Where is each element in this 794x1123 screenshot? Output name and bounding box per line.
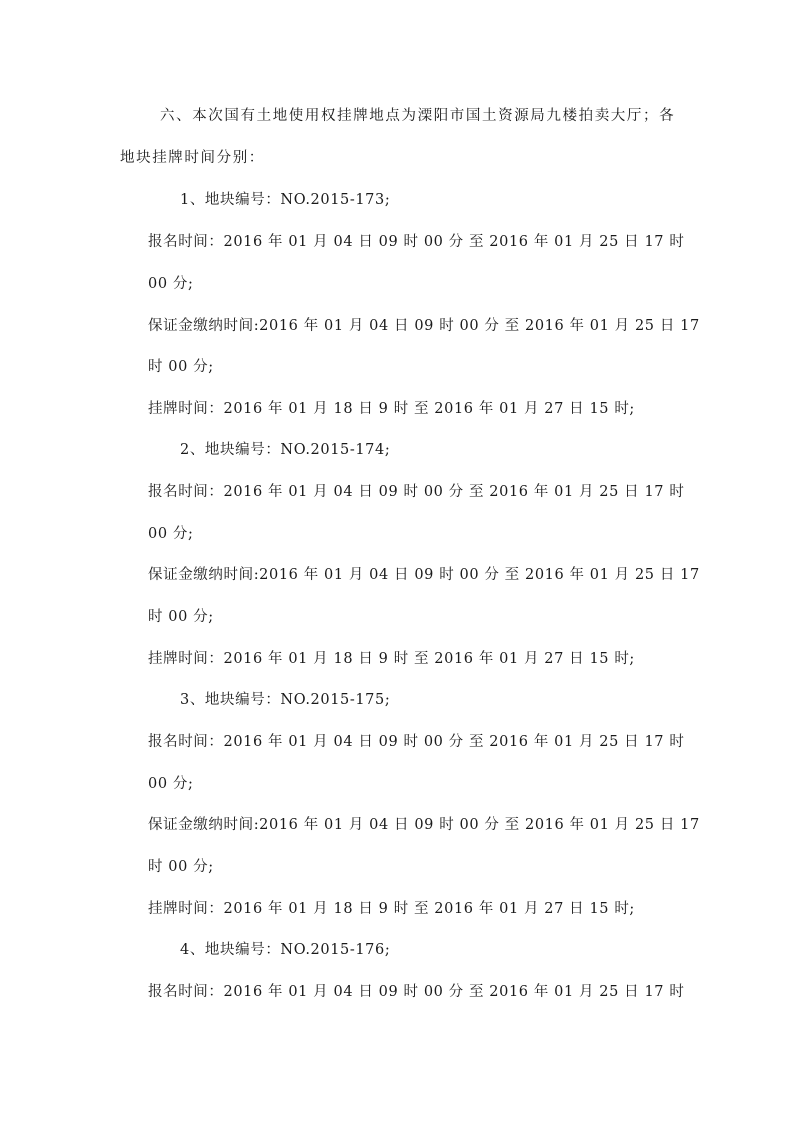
plot-4-registration-time: 报名时间：2016 年 01 月 04 日 09 时 00 分 至 2016 年 01 月 25 日 17 时 [148, 984, 685, 1000]
plot-3-registration-time-cont: 00 分; [148, 776, 194, 792]
plot-3-listing-time: 挂牌时间：2016 年 01 月 18 日 9 时 至 2016 年 01 月 27 日 15 时; [148, 901, 635, 917]
plot-3-registration-time: 报名时间：2016 年 01 月 04 日 09 时 00 分 至 2016 年 01 月 25 日 17 时 [148, 734, 685, 750]
plot-2-registration-time: 报名时间：2016 年 01 月 04 日 09 时 00 分 至 2016 年 01 月 25 日 17 时 [148, 484, 685, 500]
intro-line-1: 六、本次国有土地使用权挂牌地点为溧阳市国土资源局九楼拍卖大厅；各 [160, 108, 676, 124]
plot-2-listing-time: 挂牌时间：2016 年 01 月 18 日 9 时 至 2016 年 01 月 27 日 15 时; [148, 651, 635, 667]
plot-1-deposit-time-cont: 时 00 分; [148, 359, 214, 375]
plot-2-deposit-time-cont: 时 00 分; [148, 609, 214, 625]
intro-line-2: 地块挂牌时间分别： [120, 150, 265, 166]
plot-2-deposit-time: 保证金缴纳时间:2016 年 01 月 04 日 09 时 00 分 至 2016 年 01 月 25 日 17 [148, 567, 700, 583]
plot-3-deposit-time: 保证金缴纳时间:2016 年 01 月 04 日 09 时 00 分 至 2016 年 01 月 25 日 17 [148, 817, 700, 833]
plot-3-title: 3、地块编号：NO.2015-175; [180, 692, 391, 708]
plot-1-registration-time: 报名时间：2016 年 01 月 04 日 09 时 00 分 至 2016 年 01 月 25 日 17 时 [148, 234, 685, 250]
plot-1-listing-time: 挂牌时间：2016 年 01 月 18 日 9 时 至 2016 年 01 月 27 日 15 时; [148, 401, 635, 417]
plot-3-deposit-time-cont: 时 00 分; [148, 859, 214, 875]
plot-1-registration-time-cont: 00 分; [148, 276, 194, 292]
plot-1-title: 1、地块编号：NO.2015-173; [180, 192, 391, 208]
plot-2-registration-time-cont: 00 分; [148, 526, 194, 542]
plot-2-title: 2、地块编号：NO.2015-174; [180, 442, 391, 458]
plot-4-title: 4、地块编号：NO.2015-176; [180, 942, 391, 958]
plot-1-deposit-time: 保证金缴纳时间:2016 年 01 月 04 日 09 时 00 分 至 2016 年 01 月 25 日 17 [148, 318, 700, 334]
